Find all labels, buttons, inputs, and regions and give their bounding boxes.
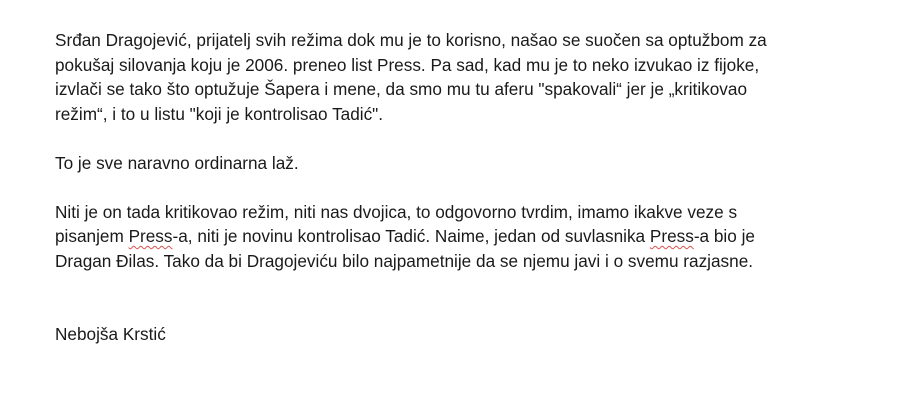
paragraph-1-line-4: režim“, i to u listu "koji je kontrolisao Tadić". <box>55 103 384 124</box>
paragraph-1 <box>55 28 885 126</box>
line-2-text-a: pisanjem <box>55 226 129 246</box>
spellcheck-flagged-word: Press <box>128 226 173 246</box>
paragraph-2 <box>55 151 885 176</box>
paragraph-1-line-1: Srđan Dragojević, prijatelj svih režima dok mu je to korisno, našao se suočen sa optužbom za <box>55 30 767 50</box>
signature-name: Nebojša Krstić <box>55 324 166 344</box>
paragraph-spacer <box>55 126 885 151</box>
line-2-text-b: -a, niti je novinu kontrolisao Tadić. Naime, jedan od suvlasnika <box>172 226 650 246</box>
paragraph-spacer <box>55 273 885 298</box>
paragraph-3-line-3: Dragan Đilas. Tako da bi Dragojeviću bilo najpametnije da se njemu javi i o svemu razjasne. <box>55 250 754 271</box>
paragraph-3-line-2 <box>55 224 885 249</box>
paragraph-1-line-3: izvlači se tako što optužuje Šapera i mene, da smo mu tu aferu "spakovali“ jer je „kritikovao <box>55 79 748 99</box>
paragraph-3-line-1: Niti je on tada kritikovao režim, niti nas dvojica, to odgovorno tvrdim, imamo ikakve veze s <box>55 201 738 222</box>
document-body <box>55 28 885 347</box>
signature <box>55 322 885 347</box>
paragraph-3 <box>55 200 885 274</box>
paragraph-1-line-2: pokušaj silovanja koju je 2006. preneo list Press. Pa sad, kad mu je to neko izvukao iz fijoke, <box>55 54 760 75</box>
line-2-text-c: -a bio je <box>693 226 755 246</box>
paragraph-2-line-1: To je sve naravno ordinarna laž. <box>55 152 299 173</box>
spellcheck-flagged-word: Press <box>649 226 694 246</box>
paragraph-spacer <box>55 298 885 323</box>
paragraph-spacer <box>55 175 885 200</box>
